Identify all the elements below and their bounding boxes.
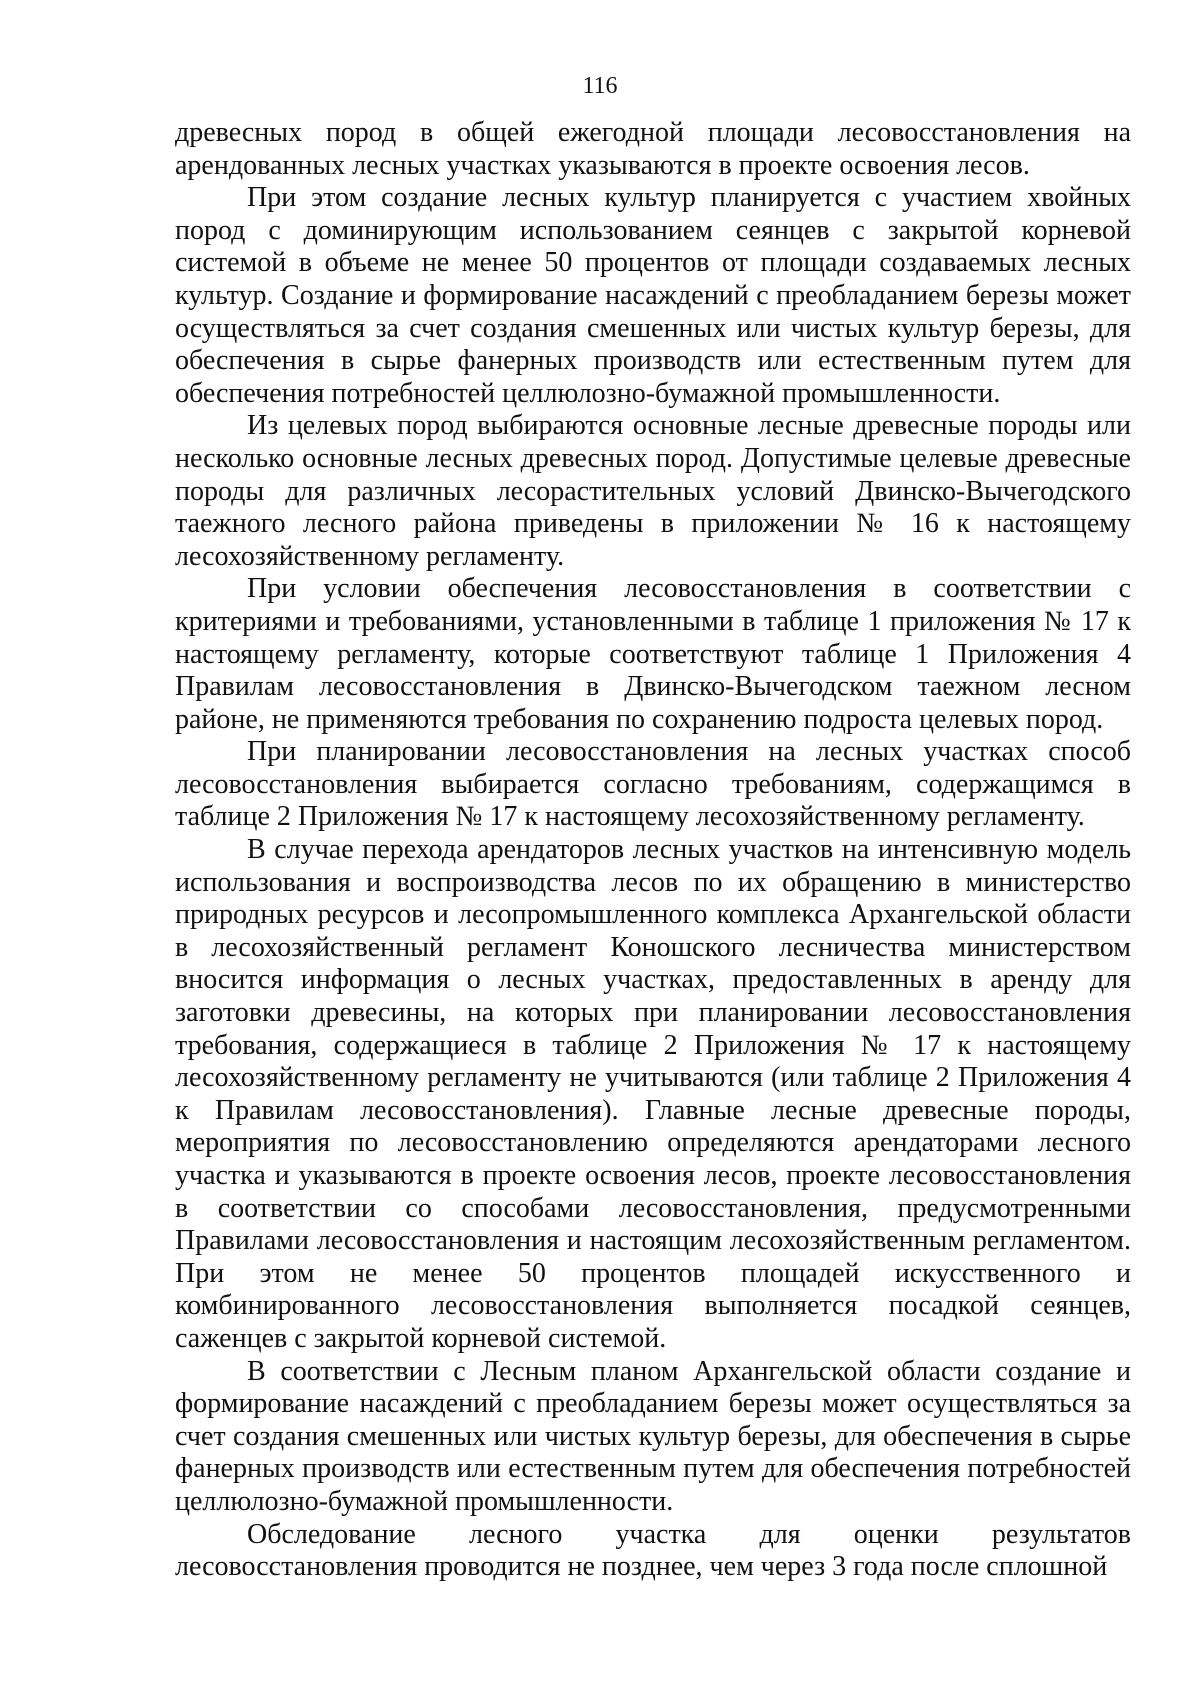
paragraph-method-selection: При планировании лесовосстановления на лесных участках способ лесовосстановления выбирается согласно требованиям, содержащимся в таблице 2 Приложения № 17 к настоящему лесохозяйственному регламенту. (175, 736, 1131, 833)
paragraph-intensive-model: В случае перехода арендаторов лесных участков на интенсивную модель использования и воспроизводства лесов по их обращению в министерство природных ресурсов и лесопромышленного комплекса Архангельской области в лесохозяйственный регламент Коношского лесничества министерством вносится информация о лесных участках, предоставленных в аренду для заготовки древесины, на которых при планировании лесовосстановления требования, содержащиеся в таблице 2 Приложения № 17 к настоящему лесохозяйственному регламенту не учитываются (или таблице 2 Приложения 4 к Правилам лесовосстановления). Главные лесные древесные породы, мероприятия по лесовосстановлению определяются арендаторами лесного участка и указываются в проекте освоения лесов, проекте лесовосстановления в соответствии со способами лесовосстановления, предусмотренными Правилами лесовосстановления и настоящим лесохозяйственным регламентом. При этом не менее 50 процентов площадей искусственного и комбинированного лесовосстановления выполняется посадкой сеянцев, саженцев с закрытой корневой системой. (175, 834, 1131, 1354)
paragraph-forest-plan: В соответствии с Лесным планом Архангельской области создание и формирование насаждений с преобладанием березы может осуществляться за счет создания смешенных или чистых культур березы, для обеспечения в сырье фанерных производств или естественным путем для обеспечения потребностей целлюлозно-бумажной промышленности. (175, 1355, 1131, 1517)
paragraph-conifer-cultures: При этом создание лесных культур планируется с участием хвойных пород с доминирующим использованием сеянцев с закрытой корневой системой в объеме не менее 50 процентов от площади создаваемых лесных культур. Создание и формирование насаждений с преобладанием березы может осуществляться за счет создания смешенных или чистых культур березы, для обеспечения в сырье фанерных производств или естественным путем для обеспечения потребностей целлюлозно-бумажной промышленности. (175, 182, 1131, 409)
paragraph-continuation: древесных пород в общей ежегодной площади лесовосстановления на арендованных лесных участках указываются в проекте освоения лесов. (175, 117, 1131, 181)
page-number: 116 (582, 73, 618, 99)
paragraph-undergrowth-conditions: При условии обеспечения лесовосстановления в соответствии с критериями и требованиями, установленными в таблице 1 приложения № 17 к настоящему регламенту, которые соответствуют таблице 1 Приложения 4 Правилам лесовосстановления в Двинско-Вычегодском таежном лесном районе, не применяются требования по сохранению подроста целевых пород. (175, 573, 1131, 735)
paragraph-survey: Обследование лесного участка для оценки результатов лесовосстановления проводится не позднее, чем через 3 года после сплошной (175, 1518, 1131, 1583)
document-body (175, 117, 1131, 1584)
paragraph-target-species: Из целевых пород выбираются основные лесные древесные породы или несколько основные лесных древесных пород. Допустимые целевые древесные породы для различных лесорастительных условий Двинско-Вычегодского таежного лесного района приведены в приложении № 16 к настоящему лесохозяйственному регламенту. (175, 410, 1131, 572)
